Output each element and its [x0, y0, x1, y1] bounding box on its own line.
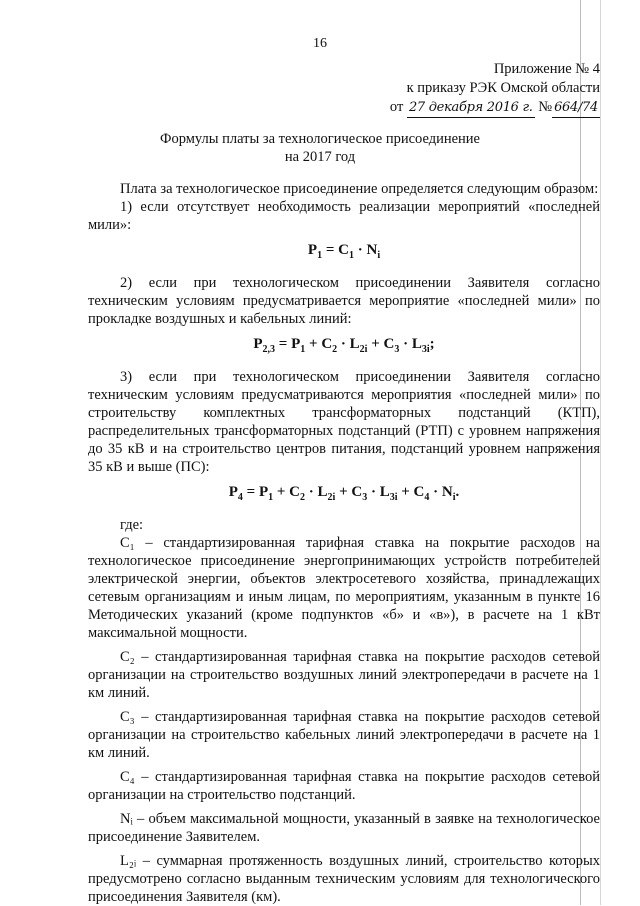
title-line-2: на 2017 год	[284, 149, 356, 165]
handwritten-date: 27 декабря 2016 г.	[407, 98, 535, 118]
appendix-header	[390, 60, 600, 118]
from-prefix: от	[389, 99, 404, 115]
formula-2: $P_{2,3} = P_1 + C_2 \cdot L_{2i} + C_3 \cdot L_{3i}$;	[253, 336, 435, 355]
order-date-line	[390, 98, 600, 118]
handwritten-number: 664/74	[552, 98, 600, 118]
formula-3: $P_4 = P_1 + C_2 \cdot L_{2i} + C_3 \cdot L_{3i} + C_4 \cdot N_i$.	[228, 484, 460, 503]
document-title	[0, 130, 640, 166]
number-prefix: №	[538, 99, 553, 115]
page-number: 16	[313, 36, 327, 51]
document-body	[88, 180, 600, 906]
title-line-1: Формулы платы за технологическое присоединение	[159, 131, 480, 147]
definition-c3: C₃ – стандартизированная тарифная ставка на покрытие расходов сетевой организации на строительство кабельных линий электропередачи в расчете на 1 км линий.	[88, 709, 600, 761]
case-2-paragraph: 2) если при технологическом присоединении Заявителя согласно техническим условиям предусматривается мероприятие «последней мили» по прокладке воздушных и кабельных линий:	[88, 275, 600, 327]
appendix-label: Приложение № 4	[493, 61, 600, 77]
definition-c4: C₄ – стандартизированная тарифная ставка на покрытие расходов сетевой организации на строительство подстанций.	[88, 769, 600, 803]
formula-1: $P_1 = C_1 \cdot N_i$	[307, 242, 381, 261]
definition-c2: C₂ – стандартизированная тарифная ставка на покрытие расходов сетевой организации на строительство воздушных линий электропередачи в расчете на 1 км линий.	[88, 649, 600, 701]
definition-c1: C₁ – стандартизированная тарифная ставка на покрытие расходов на технологическое присоединение энергопринимающих устройств потребителей электрической энергии, объектов электросетевого хозяйства, принадлежащих сетевым организациям и иным лицам, по мероприятиям, указанным в пункте 16 Методических указаний (кроме подпунктов «б» и «в»), в расчете на 1 кВт максимальной мощности.	[88, 535, 600, 641]
order-reference: к приказу РЭК Омской области	[406, 80, 600, 96]
case-3-paragraph: 3) если при технологическом присоединении Заявителя согласно техническим условиям предусматриваются мероприятия «последней мили» по строительству комплектных трансформаторных подстанций (КТП), распределительных трансформаторных подстанций (РТП) с уровнем напряжения до 35 кВ и на строительство центров питания, подстанций уровнем напряжения 35 кВ и выше (ПС):	[88, 369, 600, 475]
case-1-paragraph: 1) если отсутствует необходимость реализации мероприятий «последней мили»:	[88, 199, 600, 233]
intro-paragraph: Плата за технологическое присоединение определяется следующим образом:	[120, 181, 599, 197]
where-label: где:	[120, 517, 144, 533]
definition-l2i: L₂ᵢ – суммарная протяженность воздушных линий, строительство которых предусмотрено согласно выданным техническим условиям для технологического присоединения Заявителя (км).	[88, 853, 600, 905]
definition-ni: Nᵢ – объем максимальной мощности, указанный в заявке на технологическое присоединение Заявителем.	[88, 811, 600, 845]
